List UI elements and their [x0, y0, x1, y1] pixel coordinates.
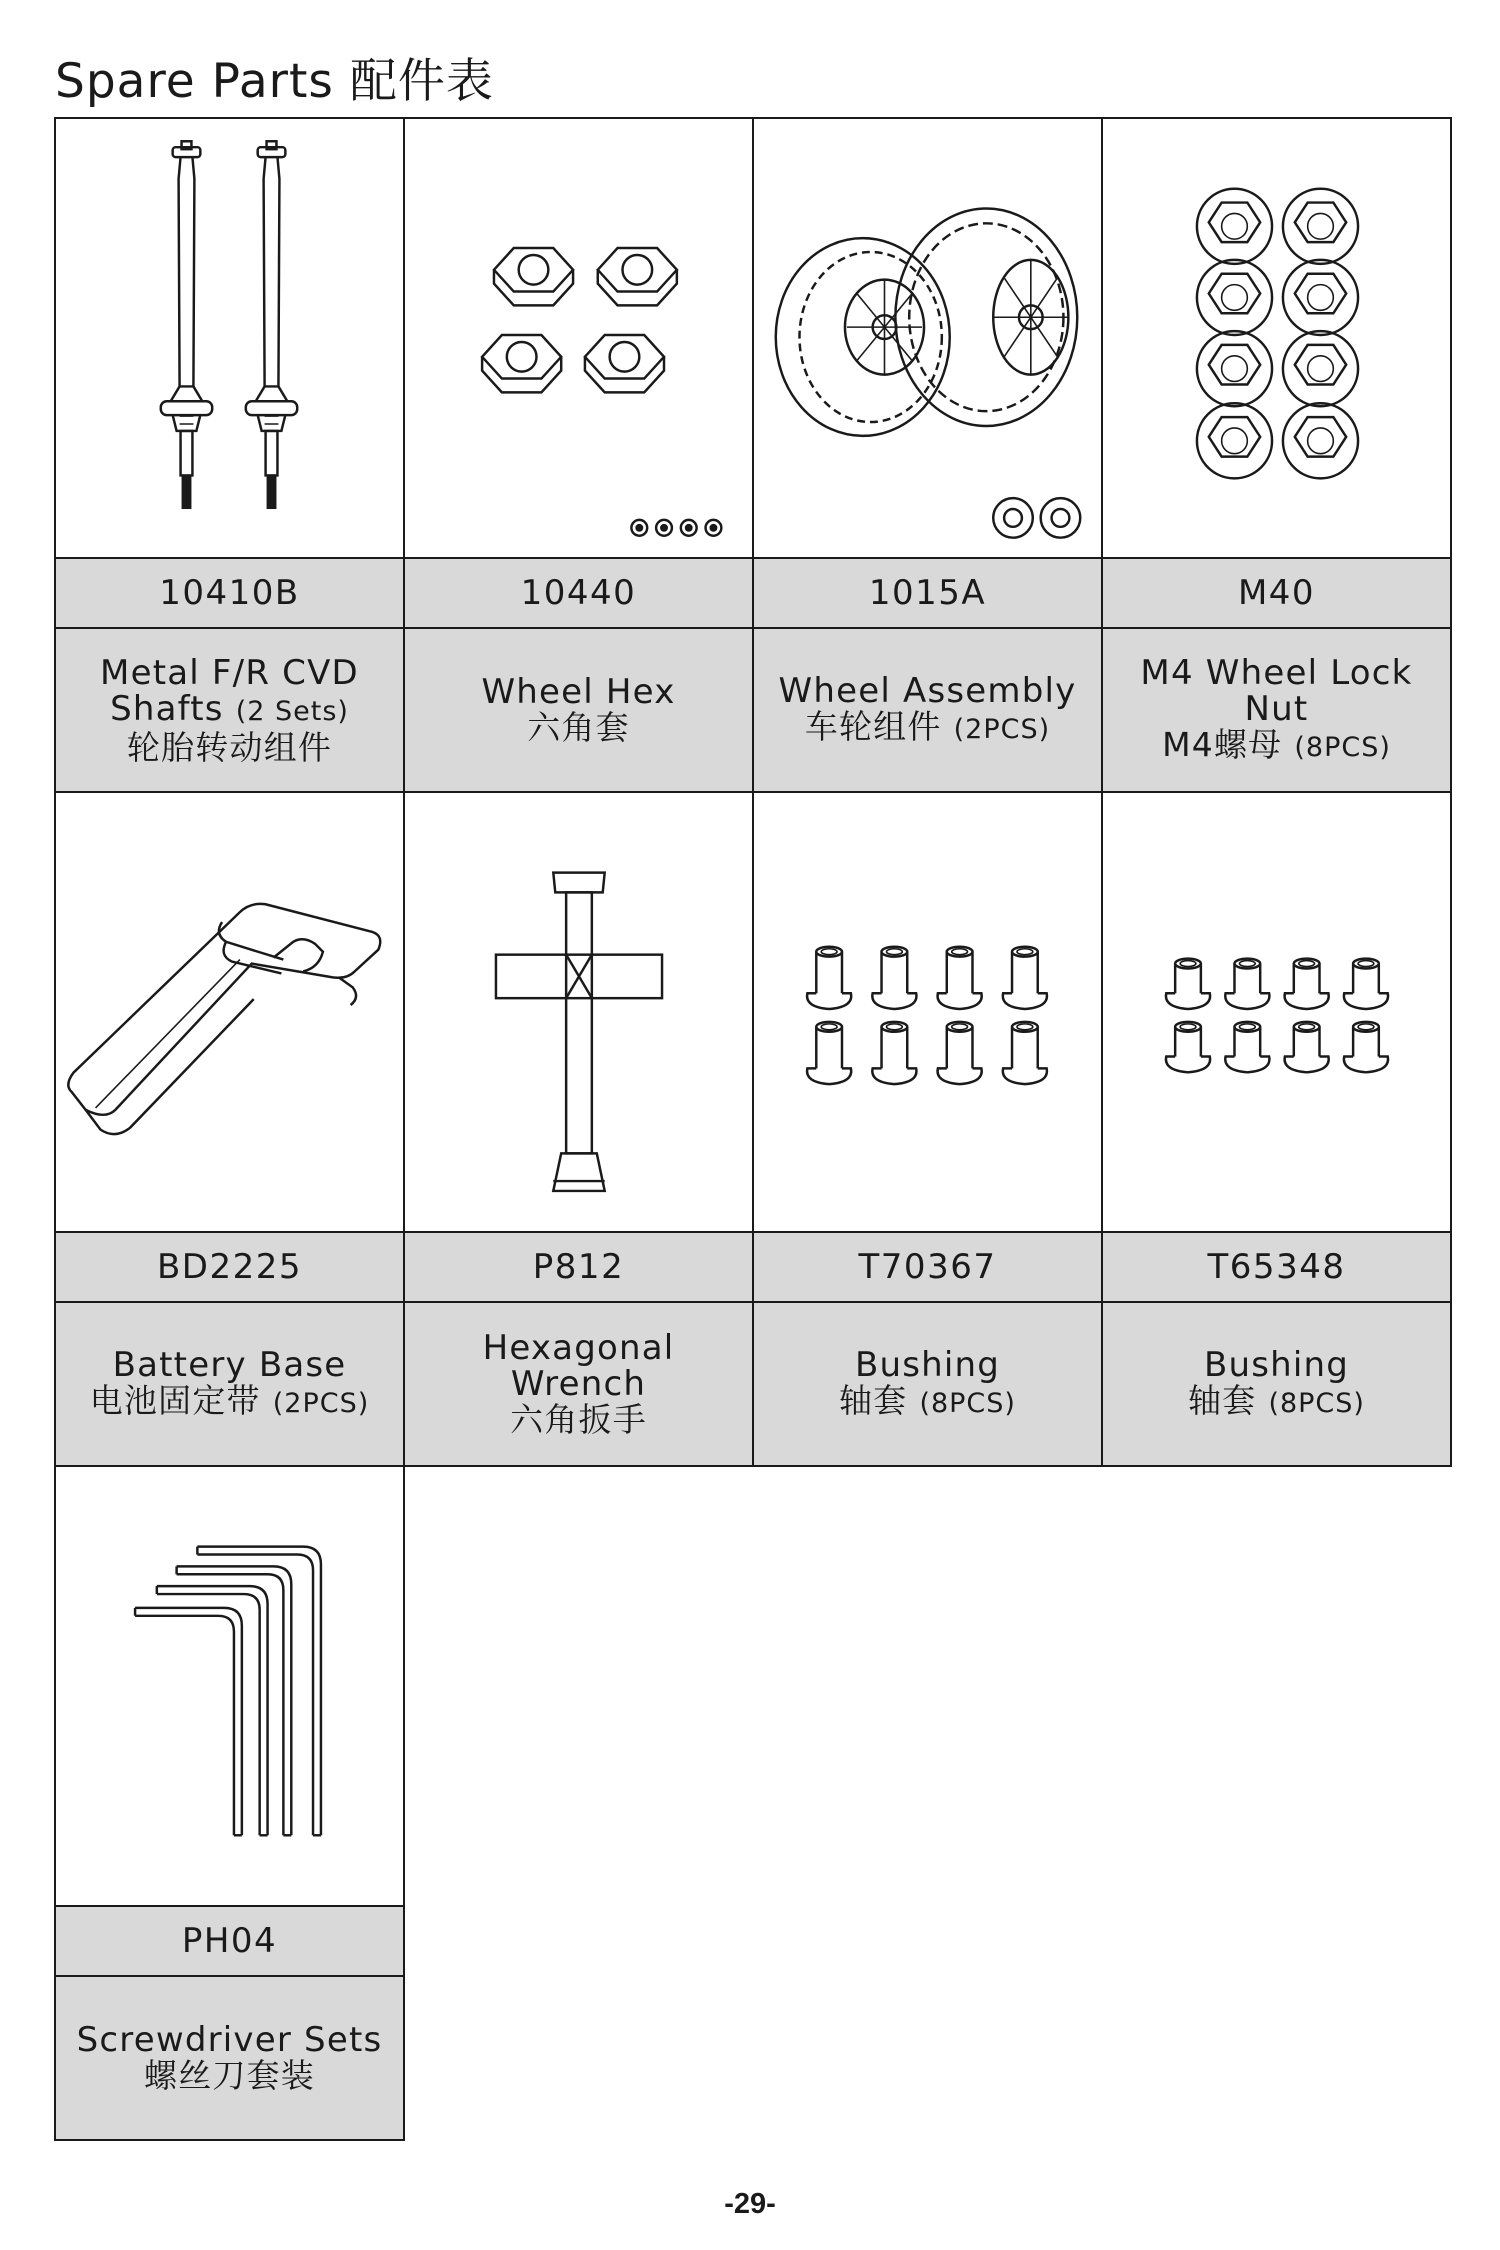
wheel-assembly-icon [754, 119, 1101, 557]
part-name-cn: M4螺母 [1162, 724, 1283, 764]
part-image-cell [54, 1465, 405, 1907]
part-code: PH04 [54, 1905, 405, 1977]
cross-wrench-icon [405, 793, 752, 1231]
part-code: 1015A [752, 557, 1103, 629]
page-number: -29- [724, 2188, 776, 2220]
part-name-en-2: Wrench [510, 1364, 647, 1404]
wheel-hex-icon [405, 119, 752, 557]
part-name-cn: 车轮组件 [804, 706, 942, 746]
page-title: Spare Parts 配件表 [55, 54, 494, 109]
part-name-cn-line [804, 706, 1051, 748]
part-name-en-2: Shafts [110, 688, 224, 729]
part-image-cell [403, 117, 754, 559]
part-image-cell [1101, 791, 1452, 1233]
part-image-cell [54, 791, 405, 1233]
part-name-en: Bushing [1203, 1344, 1350, 1385]
part-name-en-2: Nut [1244, 688, 1309, 729]
part-code: P812 [403, 1231, 754, 1303]
battery-strap-icon [56, 793, 403, 1231]
part-name [54, 1301, 405, 1467]
parts-table [54, 117, 1452, 2155]
part-image-cell [752, 791, 1103, 1233]
part-name [1101, 1301, 1452, 1467]
bushing-icon [1103, 793, 1450, 1231]
part-name-en: Hexagonal [482, 1328, 675, 1368]
part-qty: (2 Sets) [235, 695, 349, 727]
part-name-cn: 轮胎转动组件 [126, 727, 333, 767]
bushing-icon [754, 793, 1101, 1231]
part-name-cn-line [1188, 1380, 1365, 1422]
part-code: BD2225 [54, 1231, 405, 1303]
part-qty: (2PCS) [953, 713, 1051, 745]
part-image-cell [403, 791, 754, 1233]
cvd-shaft-icon [56, 119, 403, 557]
part-name [54, 1975, 405, 2141]
part-qty: (8PCS) [1294, 731, 1391, 763]
part-code: T65348 [1101, 1231, 1452, 1303]
part-name-cn: 六角扳手 [510, 1400, 647, 1439]
part-code: M40 [1101, 557, 1452, 629]
part-name-en: Wheel Assembly [778, 670, 1077, 711]
part-name-en: M4 Wheel Lock [1140, 652, 1413, 693]
part-name [752, 1301, 1103, 1467]
part-name [403, 1301, 754, 1467]
part-code: 10410B [54, 557, 405, 629]
part-name-en: Wheel Hex [481, 672, 676, 712]
part-qty: (8PCS) [1268, 1387, 1365, 1419]
part-name [403, 627, 754, 793]
part-name-en: Bushing [854, 1344, 1001, 1385]
part-name-cn: 螺丝刀套装 [144, 2056, 315, 2095]
part-image-cell [54, 117, 405, 559]
part-qty: (2PCS) [272, 1387, 370, 1419]
part-name-en: Metal F/R CVD [100, 652, 359, 693]
part-name [1101, 627, 1452, 793]
part-image-cell [752, 117, 1103, 559]
part-name-cn: 六角套 [527, 708, 630, 747]
part-code: 10440 [403, 557, 754, 629]
part-name-cn: 轴套 [1188, 1380, 1257, 1420]
part-name-en-line2 [110, 688, 349, 730]
part-name-cn-line [1162, 724, 1391, 766]
part-image-cell [1101, 117, 1452, 559]
part-name-cn: 电池固定带 [89, 1380, 261, 1420]
part-name-en: Battery Base [112, 1344, 347, 1385]
part-name-cn-line [839, 1380, 1016, 1422]
part-name [54, 627, 405, 793]
lock-nut-icon [1103, 119, 1450, 557]
part-name-en: Screwdriver Sets [76, 2020, 383, 2060]
part-name [752, 627, 1103, 793]
part-code: T70367 [752, 1231, 1103, 1303]
part-name-cn: 轴套 [839, 1380, 908, 1420]
part-qty: (8PCS) [919, 1387, 1016, 1419]
part-name-cn-line [89, 1380, 370, 1422]
hex-key-set-icon [56, 1467, 403, 1905]
